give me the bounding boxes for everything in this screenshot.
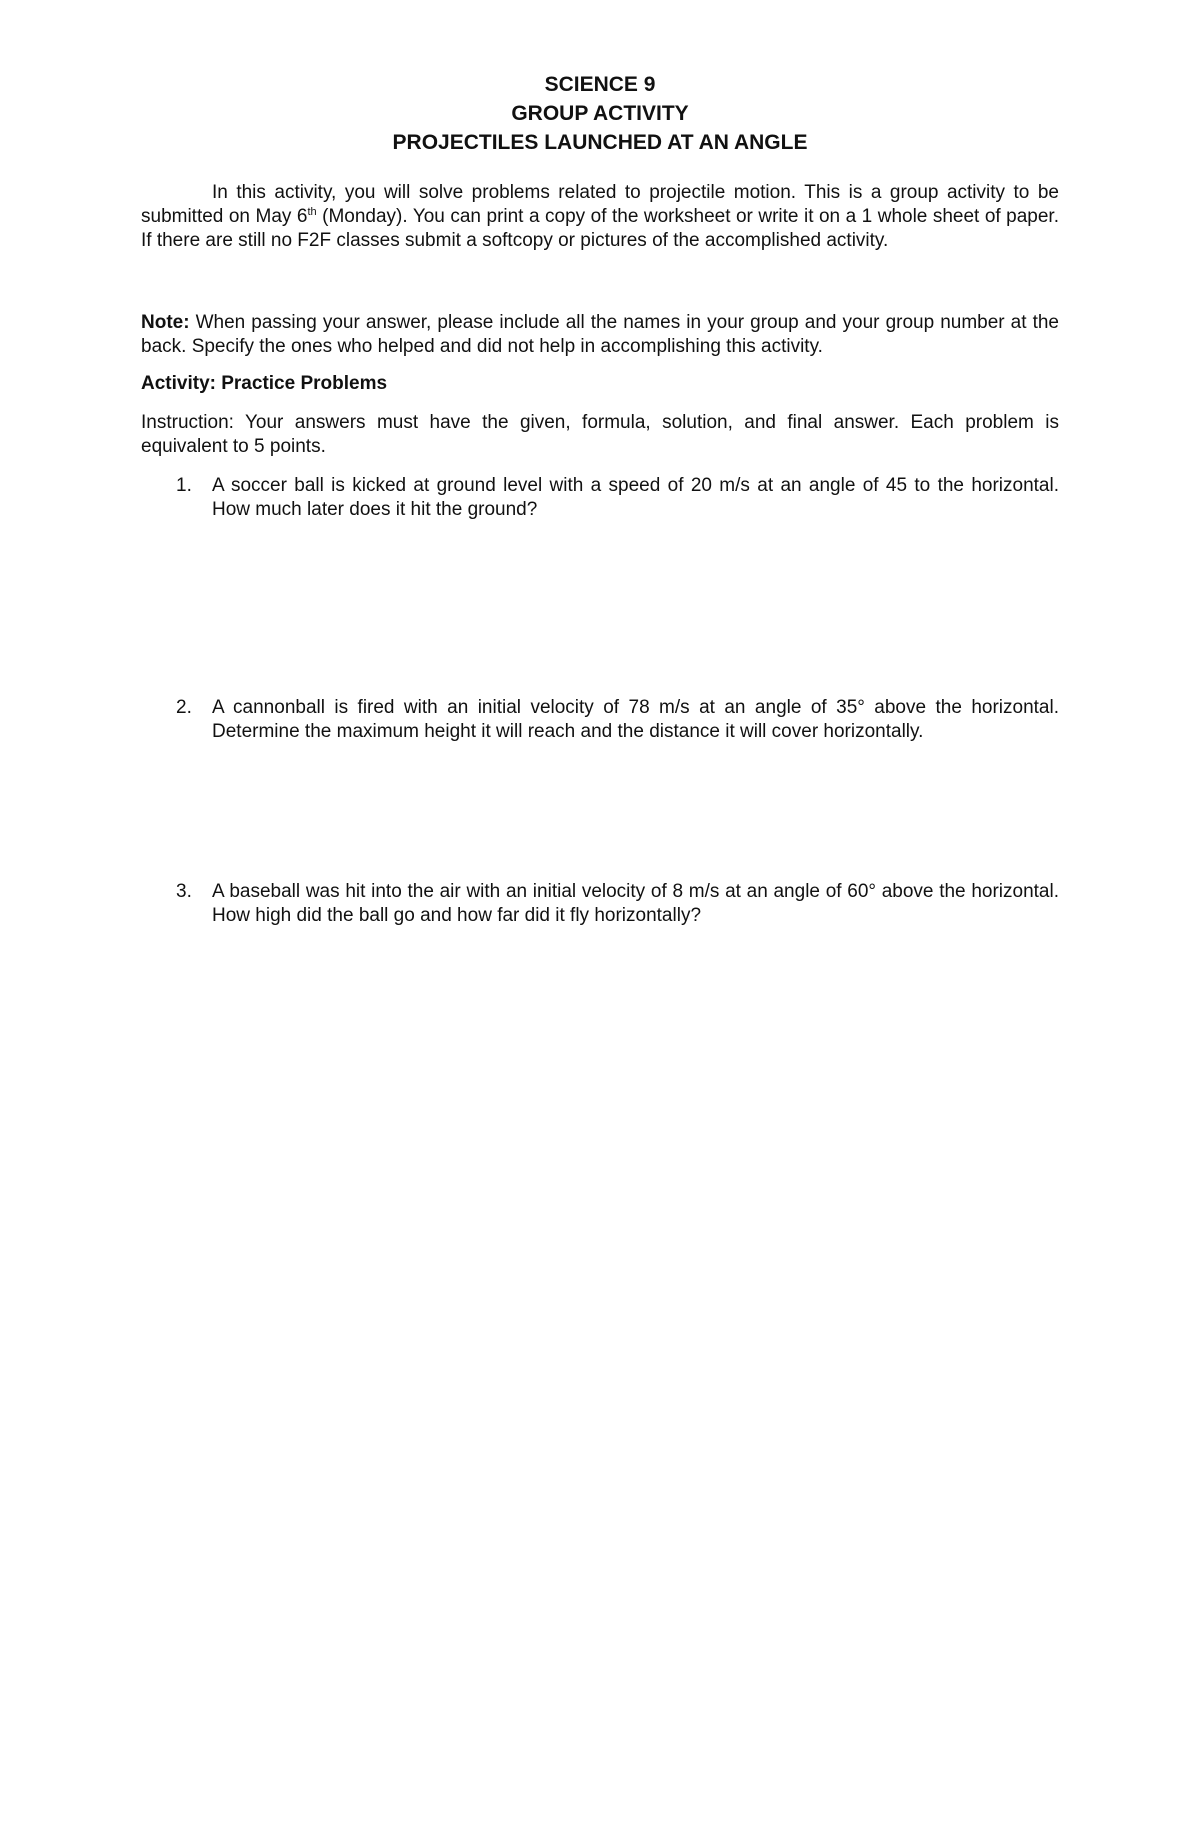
header-topic: PROJECTILES LAUNCHED AT AN ANGLE bbox=[392, 131, 808, 154]
note-text: When passing your answer, please include all the names in your group and your group number at the back. Specify the ones who helped and did not help in accomplishing this activity. bbox=[141, 312, 1059, 357]
intro-text-end: (Monday). You can print a copy of the worksheet or write it on a 1 whole sheet of paper. If there are still no F2F classes submit a softcopy or pictures of the accomplished activity. bbox=[141, 206, 1059, 251]
problem-text: A baseball was hit into the air with an initial velocity of 8 m/s at an angle of 60° above the horizontal. How high did the ball go and how far did it fly horizontally? bbox=[212, 881, 1059, 926]
problem-item bbox=[141, 696, 1059, 744]
problem-text: A soccer ball is kicked at ground level with a speed of 20 m/s at an angle of 45 to the horizontal. How much later does it hit the ground? bbox=[212, 475, 1059, 520]
problem-item bbox=[141, 880, 1059, 928]
intro-paragraph bbox=[141, 181, 1059, 253]
document-header bbox=[141, 70, 1059, 157]
problem-text: A cannonball is fired with an initial velocity of 78 m/s at an angle of 35° above the horizontal. Determine the maximum height it will reach and the distance it will cover horizontally. bbox=[212, 697, 1059, 742]
problem-number: 1. bbox=[176, 475, 192, 496]
problem-list bbox=[141, 474, 1059, 928]
activity-heading: Activity: Practice Problems bbox=[141, 373, 388, 394]
intro-text-start: In this activity, you will solve problems related to projectile motion. This is a group activity to be submitted on May 6 bbox=[141, 182, 1059, 227]
problem-item bbox=[141, 474, 1059, 522]
note-paragraph bbox=[141, 311, 1059, 359]
problem-number: 3. bbox=[176, 881, 192, 902]
problem-number: 2. bbox=[176, 697, 192, 718]
note-label: Note: bbox=[141, 312, 190, 333]
instruction-paragraph: Instruction: Your answers must have the given, formula, solution, and final answer. Each problem is equivalent to 5 points. bbox=[141, 412, 1059, 457]
header-subject: SCIENCE 9 bbox=[544, 73, 656, 96]
header-activity-type: GROUP ACTIVITY bbox=[511, 102, 689, 125]
intro-date-suffix: th bbox=[307, 206, 317, 218]
worksheet-content bbox=[141, 70, 1059, 928]
